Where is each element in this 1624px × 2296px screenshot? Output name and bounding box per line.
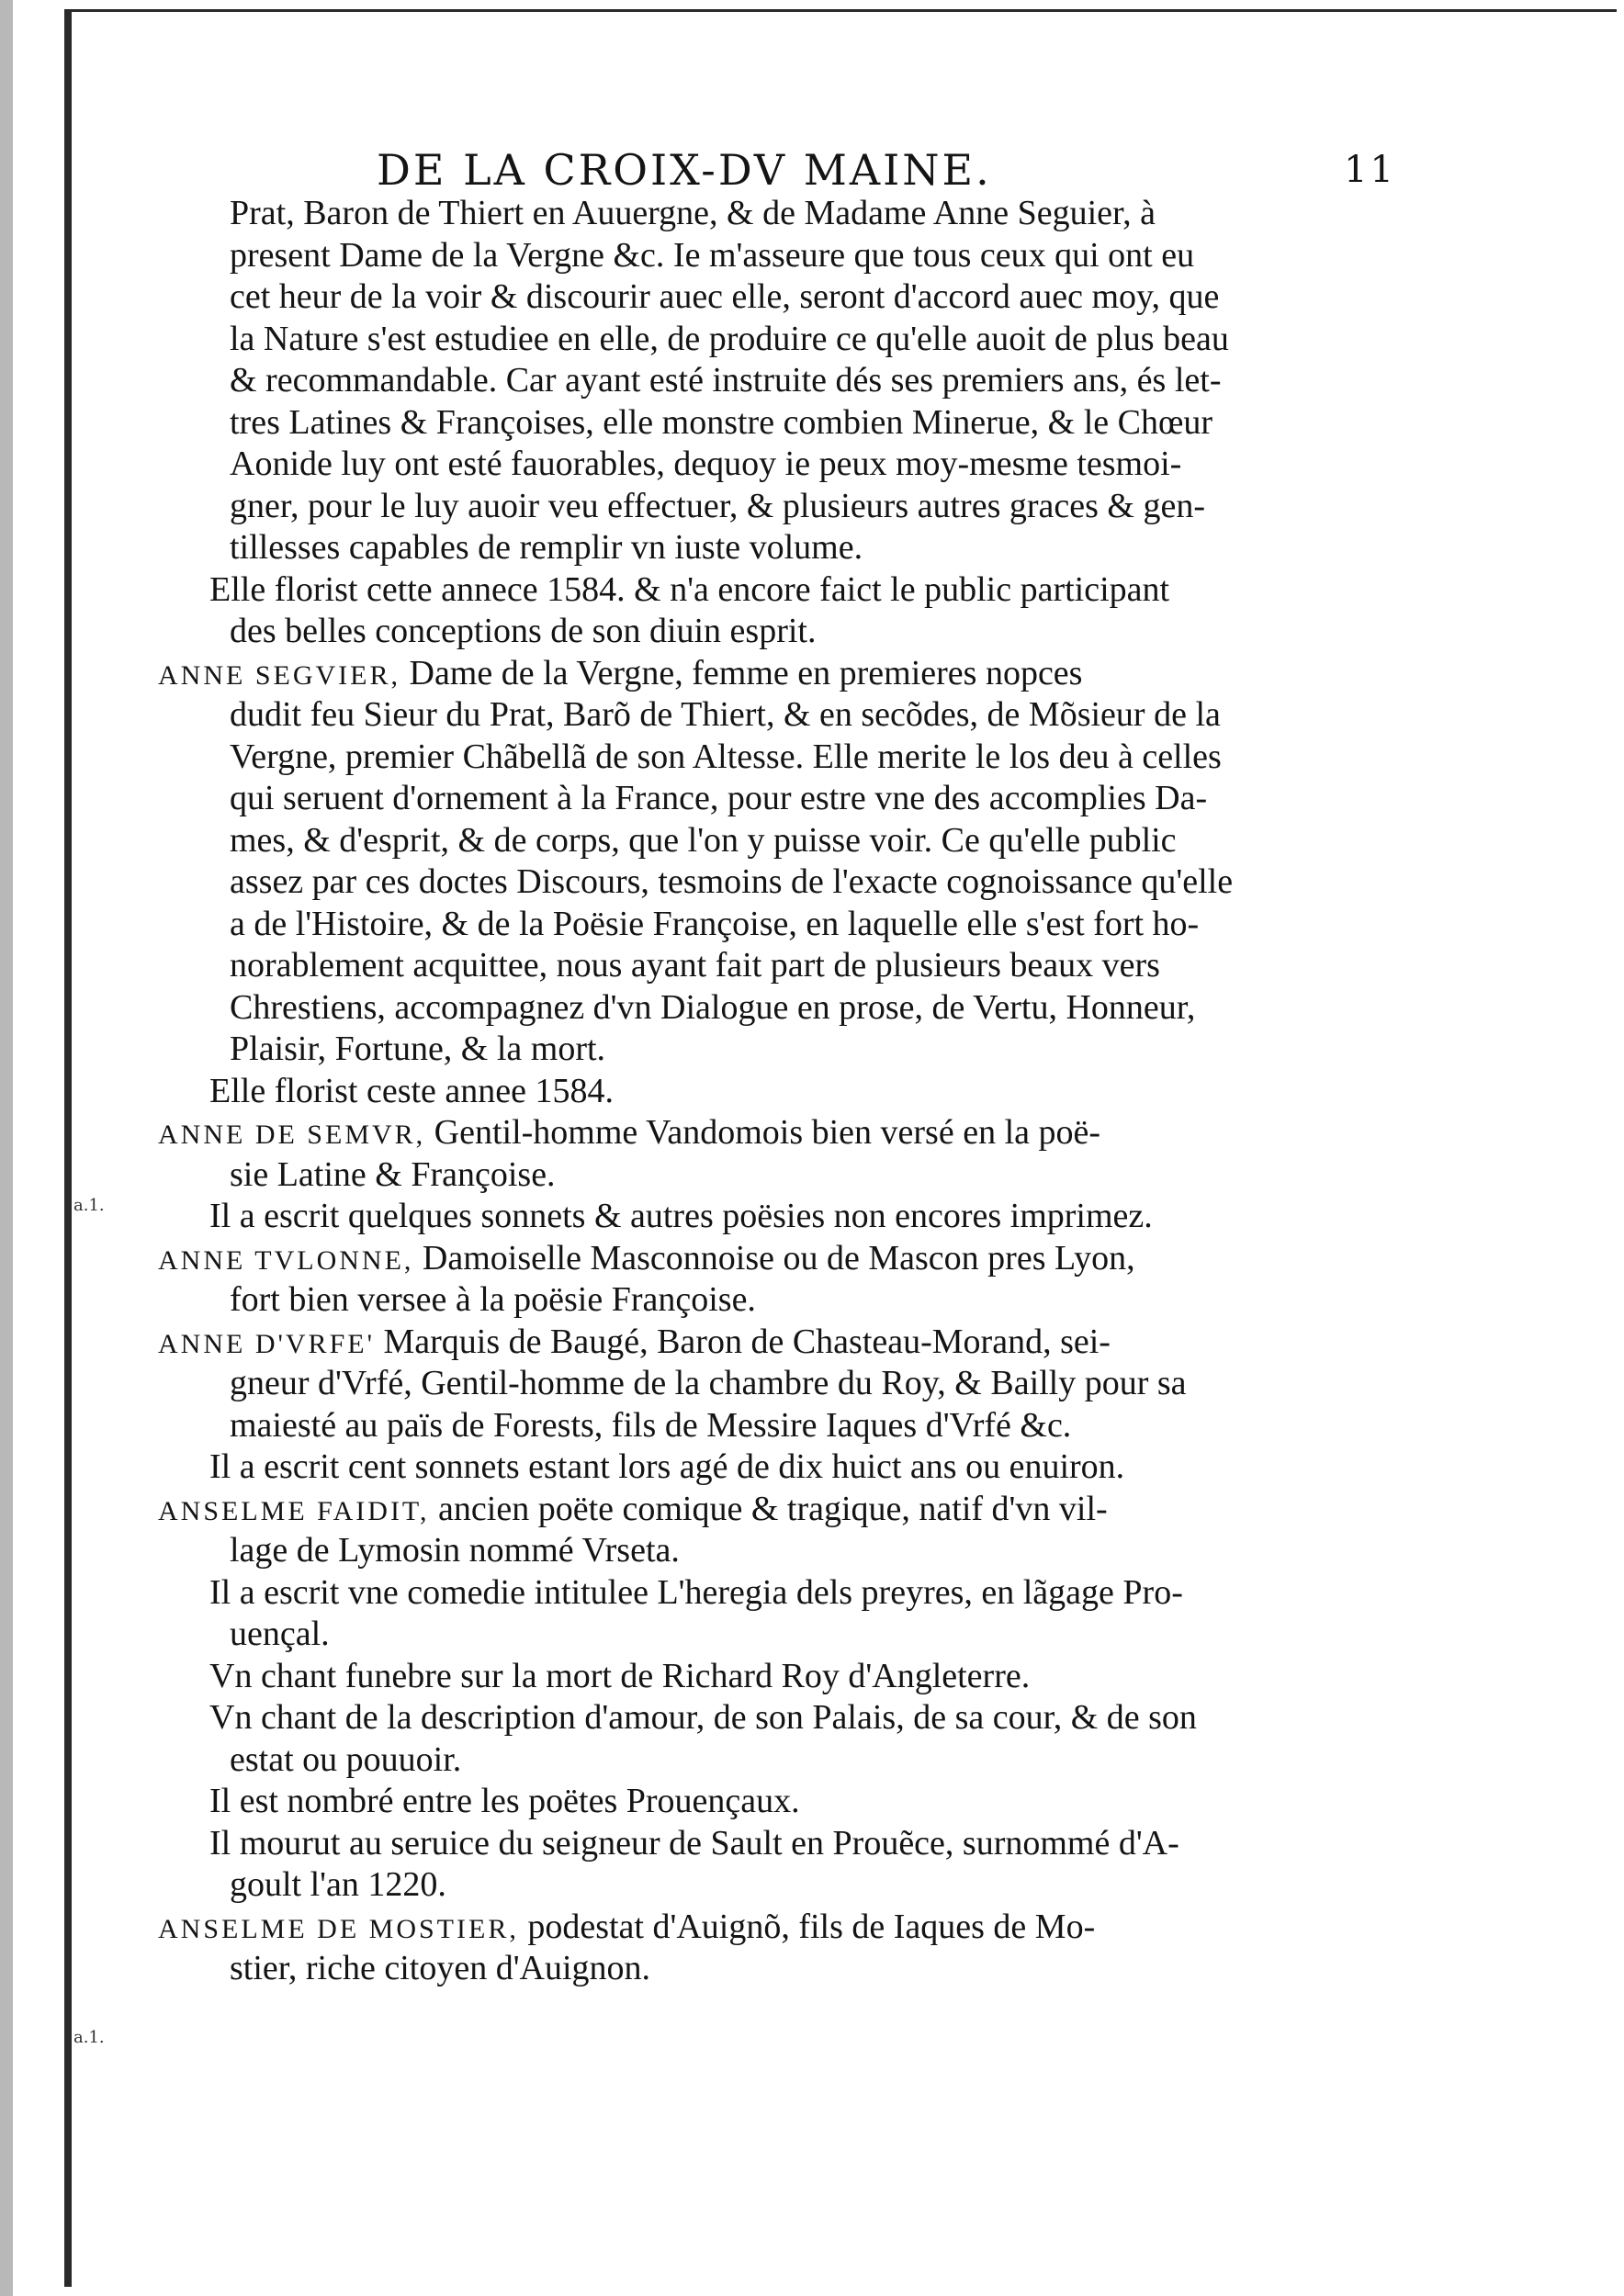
text-line: lage de Lymosin nommé Vrseta. (230, 1531, 680, 1570)
text-line: Chrestiens, accompagnez d'vn Dialogue en prose, de Vertu, Honneur, (230, 987, 1196, 1027)
text-line: Dame de la Vergne, femme en premieres nopces (400, 653, 1083, 692)
text-line: a de l'Histoire, & de la Poësie Françoise, en laquelle elle s'est fort ho- (230, 904, 1200, 943)
margin-note: a.1. (73, 2028, 105, 2047)
running-header (377, 145, 1396, 200)
text-line: Il a escrit cent sonnets estant lors agé de dix huict ans ou enuiron. (209, 1447, 1125, 1486)
bibliography-entry (158, 653, 1260, 1071)
body-text (158, 193, 1260, 1990)
entry-heading: ANNE D'VRFE' (158, 1328, 375, 1359)
running-title: DE LA CROIX-DV MAINE. (377, 145, 992, 195)
entry-first-line (158, 1238, 1260, 1280)
text-line: & recommandable. Car ayant esté instruite dés ses premiers ans, és let- (230, 361, 1222, 400)
text-line: uençal. (230, 1615, 330, 1653)
paragraph (158, 1196, 1260, 1238)
bibliography-entry (158, 1238, 1260, 1322)
entry-heading: ANSELME DE MOSTIER, (158, 1913, 519, 1944)
page-number: 11 (1344, 149, 1396, 191)
paragraph (158, 1656, 1260, 1698)
entry-heading: ANSELME FAIDIT, (158, 1495, 430, 1526)
text-line: stier, riche citoyen d'Auignon. (230, 1949, 651, 1987)
entry-first-line (158, 653, 1260, 695)
text-line: des belles conceptions de son diuin esprit. (230, 612, 817, 650)
text-line: la Nature s'est estudiee en elle, de produire ce qu'elle auoit de plus beau (230, 319, 1229, 358)
text-line: podestat d'Auignõ, fils de Iaques de Mo- (518, 1907, 1096, 1946)
text-line: Vn chant funebre sur la mort de Richard Roy d'Angleterre. (209, 1656, 1031, 1695)
bibliography-entry (158, 1322, 1260, 1447)
paragraph (158, 193, 1260, 569)
text-line: present Dame de la Vergne &c. Ie m'asseure que tous ceux qui ont eu (230, 235, 1195, 275)
bibliography-entry (158, 1489, 1260, 1572)
entry-heading: ANNE SEGVIER, (158, 659, 400, 691)
text-line: gner, pour le luy auoir veu effectuer, & plusieurs autres graces & gen- (230, 486, 1205, 525)
paragraph (158, 1697, 1260, 1781)
paragraph (158, 1071, 1260, 1113)
text-line: tres Latines & Françoises, elle monstre combien Mineruе, & le Chœur (230, 402, 1213, 442)
text-line: Prat, Baron de Thiert en Auuergne, & de Madame Anne Seguier, à (230, 194, 1156, 232)
text-line: ancien poëte comique & tragique, natif d'vn vil- (429, 1489, 1108, 1528)
entry-first-line (158, 1489, 1260, 1531)
text-line: estat ou pouuoir. (230, 1739, 462, 1779)
text-line: assez par ces doctes Discours, tesmoins de l'exacte cognoissance qu'elle (230, 862, 1234, 901)
text-line: cet heur de la voir & discourir auec elle, seront d'accord auec moy, que (230, 277, 1220, 316)
entry-first-line (158, 1907, 1260, 1949)
text-line: maiesté au païs de Forests, fils de Messire Iaques d'Vrfé &c. (230, 1405, 1072, 1445)
text-line: Gentil-homme Vandomois bien versé en la poë- (425, 1113, 1101, 1152)
entry-first-line (158, 1112, 1260, 1154)
text-line: Vn chant de la description d'amour, de son Palais, de sa cour, & de son (209, 1698, 1197, 1737)
text-line: goult l'an 1220. (230, 1865, 446, 1904)
text-line: mes, & d'esprit, & de corps, que l'on y puisse voir. Ce qu'elle public (230, 820, 1177, 860)
text-line: tillesses capables de remplir vn iuste volume. (230, 528, 863, 567)
page-binding-edge (0, 0, 13, 2296)
text-line: Marquis de Baugé, Baron de Chasteau-Morand, sei- (374, 1322, 1111, 1361)
text-line: Aonide luy ont esté fauorables, dequoy ie peux moy-mesme tesmoi- (230, 445, 1182, 483)
text-line: qui seruent d'ornement à la France, pour estre vne des accomplies Da- (230, 779, 1208, 817)
paragraph (158, 1823, 1260, 1907)
paragraph (158, 1446, 1260, 1489)
text-line: Elle florist ceste annee 1584. (209, 1071, 615, 1110)
margin-note: a.1. (73, 1196, 105, 1215)
text-line: Il a escrit vne comedie intitulee L'heregia dels preyres, en lãgage Pro- (209, 1572, 1183, 1612)
text-line: sie Latine & Françoise. (230, 1154, 556, 1194)
text-line: Il mourut au seruice du seigneur de Sault en Prouẽce, surnommé d'A- (209, 1823, 1179, 1863)
text-line: Il est nombré entre les poëtes Prouençaux. (209, 1782, 800, 1820)
paragraph (158, 569, 1260, 653)
bibliography-entry (158, 1112, 1260, 1196)
paragraph (158, 1781, 1260, 1823)
entry-heading: ANNE DE SEMVR, (158, 1120, 426, 1150)
text-line: Il a escrit quelques sonnets & autres poësies non encores imprimez. (209, 1197, 1153, 1235)
paragraph (158, 1572, 1260, 1656)
text-line: norablement acquittee, nous ayant fait part de plusieurs beaux vers (230, 946, 1160, 985)
text-line: Vergne, premier Chãbellã de son Altesse. Elle merite le los deu à celles (230, 737, 1222, 776)
text-line: fort bien versee à la poësie Françoise. (230, 1280, 756, 1319)
text-line: dudit feu Sieur du Prat, Barõ de Thiert, & en secõdes, de Mõsieur de la (230, 695, 1221, 734)
entry-first-line (158, 1322, 1260, 1364)
entry-heading: ANNE TVLONNE, (158, 1244, 414, 1276)
top-border-rule (64, 9, 1617, 12)
text-line: Elle florist cette annece 1584. & n'a encore faict le public participant (209, 569, 1170, 609)
text-line: gneur d'Vrfé, Gentil-homme de la chambre du Roy, & Bailly pour sa (230, 1364, 1187, 1402)
text-line: Plaisir, Fortune, & la mort. (230, 1030, 606, 1068)
left-border-rule (64, 9, 72, 2287)
text-line: Damoiselle Masconnoise ou de Mascon pres Lyon, (413, 1238, 1135, 1277)
bibliography-entry (158, 1907, 1260, 1990)
